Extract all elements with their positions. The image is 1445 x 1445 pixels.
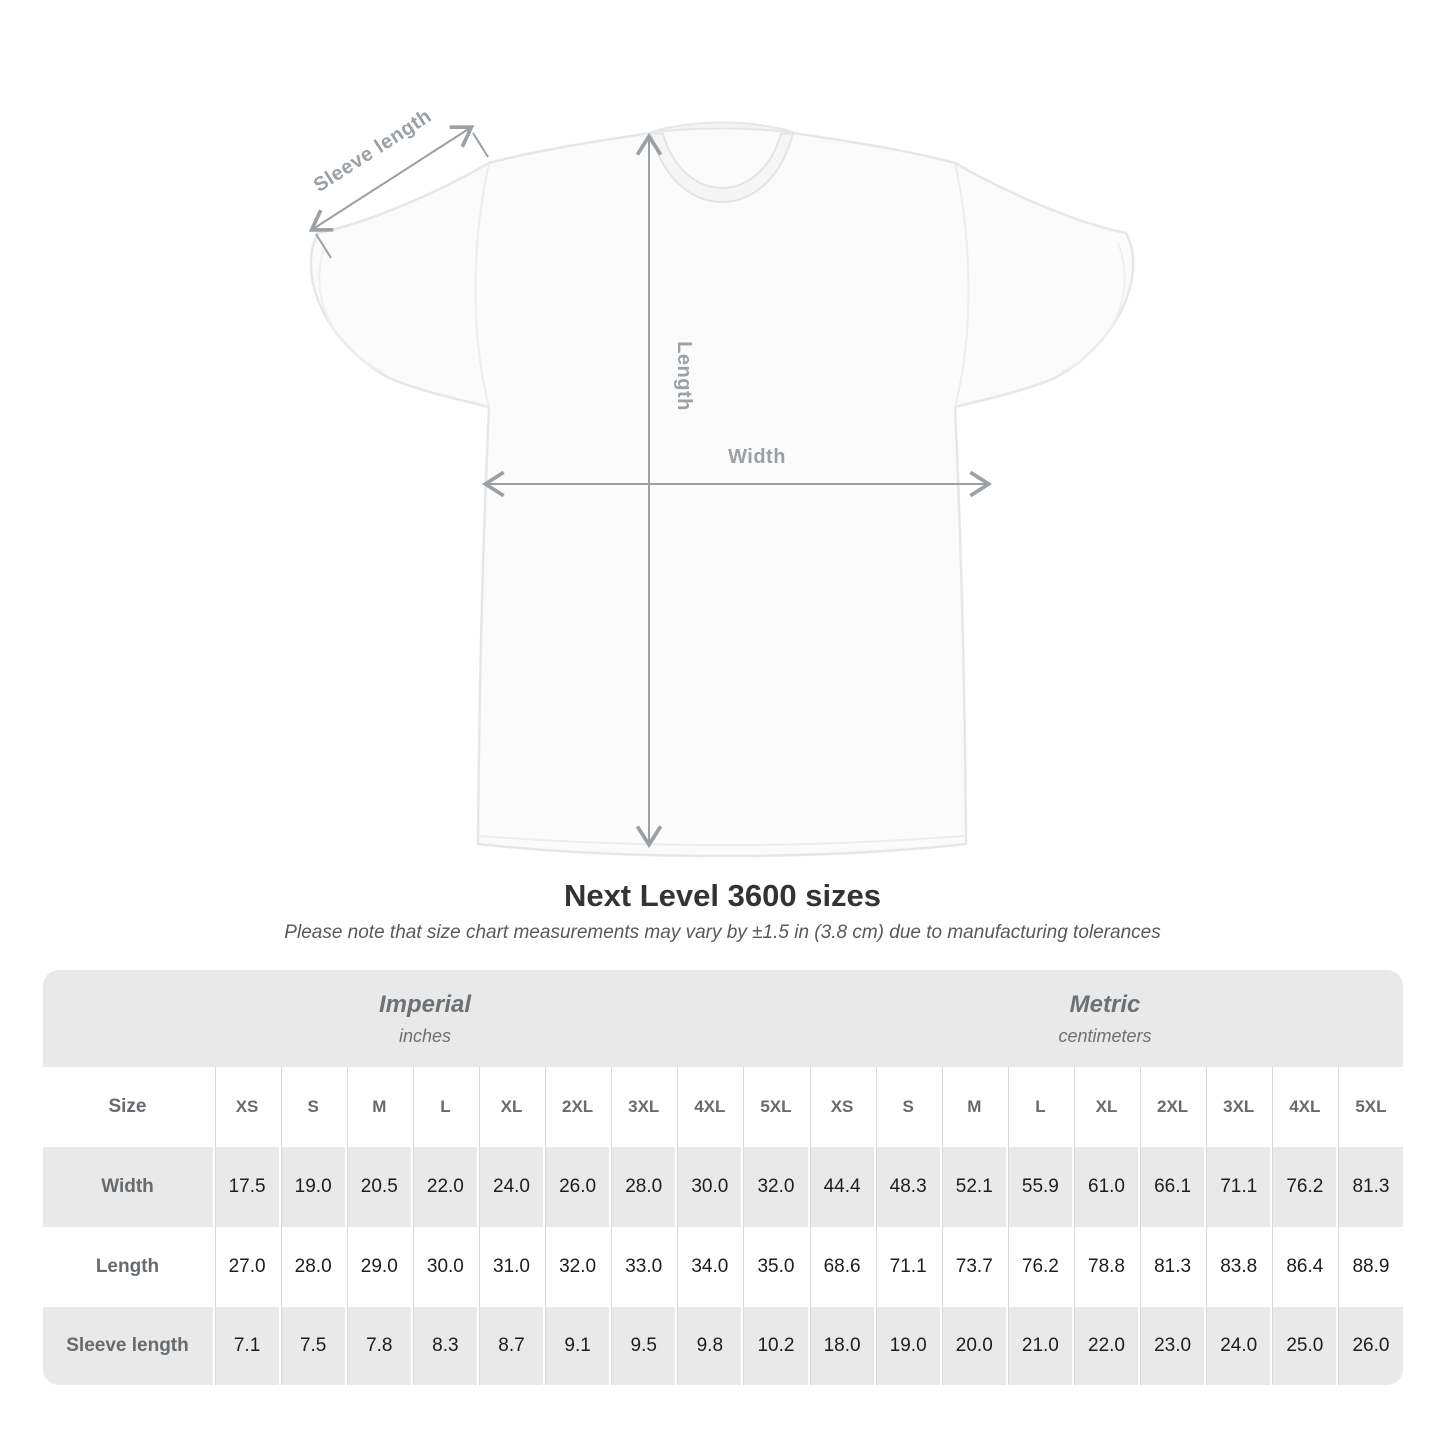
tshirt-illustration	[311, 123, 1133, 857]
width-value-cell: 30.0	[677, 1147, 741, 1227]
sleeve-value-cell: 25.0	[1272, 1307, 1336, 1385]
width-value-cell: 24.0	[479, 1147, 543, 1227]
tolerance-note: Please note that size chart measurements may vary by ±1.5 in (3.8 cm) due to manufacturing tolerances	[284, 922, 1161, 943]
size-header-row	[43, 1067, 1403, 1147]
sleeve-length-row	[43, 1307, 1403, 1385]
sleeve-length-diagram-label: Sleeve length	[309, 105, 436, 197]
inches-label: inches	[398, 1025, 452, 1046]
length-value-cell: 86.4	[1272, 1227, 1336, 1307]
sleeve-value-cell: 23.0	[1140, 1307, 1204, 1385]
row-label-length: Length	[43, 1227, 213, 1307]
metric-group-header	[808, 991, 1403, 1047]
sleeve-value-cell: 7.5	[281, 1307, 345, 1385]
sleeve-value-cell: 7.1	[215, 1307, 279, 1385]
width-row	[43, 1147, 1403, 1227]
length-value-cell: 28.0	[281, 1227, 345, 1307]
width-value-cell: 20.5	[347, 1147, 411, 1227]
metric-label: Metric	[1069, 990, 1141, 1018]
width-value-cell: 61.0	[1074, 1147, 1138, 1227]
width-value-cell: 66.1	[1140, 1147, 1204, 1227]
size-header-cell: 4XL	[1272, 1067, 1336, 1147]
length-value-cell: 34.0	[677, 1227, 741, 1307]
centimeters-label: centimeters	[1058, 1025, 1152, 1046]
size-header-cell: XL	[479, 1067, 543, 1147]
sleeve-value-cell: 19.0	[876, 1307, 940, 1385]
size-header-cell: M	[942, 1067, 1006, 1147]
width-value-cell: 32.0	[743, 1147, 807, 1227]
sleeve-value-cell: 20.0	[942, 1307, 1006, 1385]
width-value-cell: 26.0	[545, 1147, 609, 1227]
width-diagram-label: Width	[728, 446, 786, 468]
size-header-cell: 2XL	[545, 1067, 609, 1147]
sleeve-value-cell: 18.0	[810, 1307, 874, 1385]
row-label-size: Size	[43, 1067, 213, 1147]
length-value-cell: 83.8	[1206, 1227, 1270, 1307]
length-value-cell: 78.8	[1074, 1227, 1138, 1307]
page-title: Next Level 3600 sizes	[563, 878, 882, 913]
length-value-cell: 81.3	[1140, 1227, 1204, 1307]
size-header-cell: XS	[810, 1067, 874, 1147]
sleeve-value-cell: 9.8	[677, 1307, 741, 1385]
size-header-cell: M	[347, 1067, 411, 1147]
size-header-cell: 4XL	[677, 1067, 741, 1147]
size-table	[43, 970, 1403, 1385]
size-header-cell: XL	[1074, 1067, 1138, 1147]
sleeve-value-cell: 21.0	[1008, 1307, 1072, 1385]
size-header-cell: L	[413, 1067, 477, 1147]
length-value-cell: 31.0	[479, 1227, 543, 1307]
sleeve-value-cell: 22.0	[1074, 1307, 1138, 1385]
width-value-cell: 71.1	[1206, 1147, 1270, 1227]
width-value-cell: 19.0	[281, 1147, 345, 1227]
length-value-cell: 27.0	[215, 1227, 279, 1307]
length-value-cell: 76.2	[1008, 1227, 1072, 1307]
units-header-row	[43, 970, 1403, 1067]
size-header-cell: 5XL	[1338, 1067, 1402, 1147]
width-value-cell: 22.0	[413, 1147, 477, 1227]
length-value-cell: 71.1	[876, 1227, 940, 1307]
sleeve-value-cell: 8.7	[479, 1307, 543, 1385]
length-value-cell: 68.6	[810, 1227, 874, 1307]
width-value-cell: 28.0	[611, 1147, 675, 1227]
size-header-cell: 3XL	[611, 1067, 675, 1147]
sleeve-value-cell: 7.8	[347, 1307, 411, 1385]
width-value-cell: 55.9	[1008, 1147, 1072, 1227]
row-label-width: Width	[43, 1147, 213, 1227]
width-value-cell: 48.3	[876, 1147, 940, 1227]
width-value-cell: 52.1	[942, 1147, 1006, 1227]
sleeve-value-cell: 10.2	[743, 1307, 807, 1385]
width-value-cell: 81.3	[1338, 1147, 1402, 1227]
size-header-cell: S	[281, 1067, 345, 1147]
size-header-cell: S	[876, 1067, 940, 1147]
sleeve-value-cell: 8.3	[413, 1307, 477, 1385]
width-value-cell: 76.2	[1272, 1147, 1336, 1227]
length-value-cell: 73.7	[942, 1227, 1006, 1307]
sleeve-value-cell: 9.1	[545, 1307, 609, 1385]
size-header-cell: 2XL	[1140, 1067, 1204, 1147]
size-header-cell: L	[1008, 1067, 1072, 1147]
length-value-cell: 29.0	[347, 1227, 411, 1307]
row-label-sleeve-length: Sleeve length	[43, 1307, 213, 1385]
width-value-cell: 17.5	[215, 1147, 279, 1227]
imperial-group-header	[43, 991, 808, 1047]
imperial-label: Imperial	[378, 990, 472, 1018]
length-value-cell: 88.9	[1338, 1227, 1402, 1307]
length-value-cell: 32.0	[545, 1227, 609, 1307]
length-diagram-label: Length	[673, 341, 695, 411]
width-value-cell: 44.4	[810, 1147, 874, 1227]
sleeve-value-cell: 9.5	[611, 1307, 675, 1385]
sleeve-value-cell: 26.0	[1338, 1307, 1402, 1385]
size-header-cell: 3XL	[1206, 1067, 1270, 1147]
length-value-cell: 30.0	[413, 1227, 477, 1307]
sleeve-value-cell: 24.0	[1206, 1307, 1270, 1385]
length-value-cell: 33.0	[611, 1227, 675, 1307]
size-header-cell: 5XL	[743, 1067, 807, 1147]
length-value-cell: 35.0	[743, 1227, 807, 1307]
size-header-cell: XS	[215, 1067, 279, 1147]
length-row	[43, 1227, 1403, 1307]
